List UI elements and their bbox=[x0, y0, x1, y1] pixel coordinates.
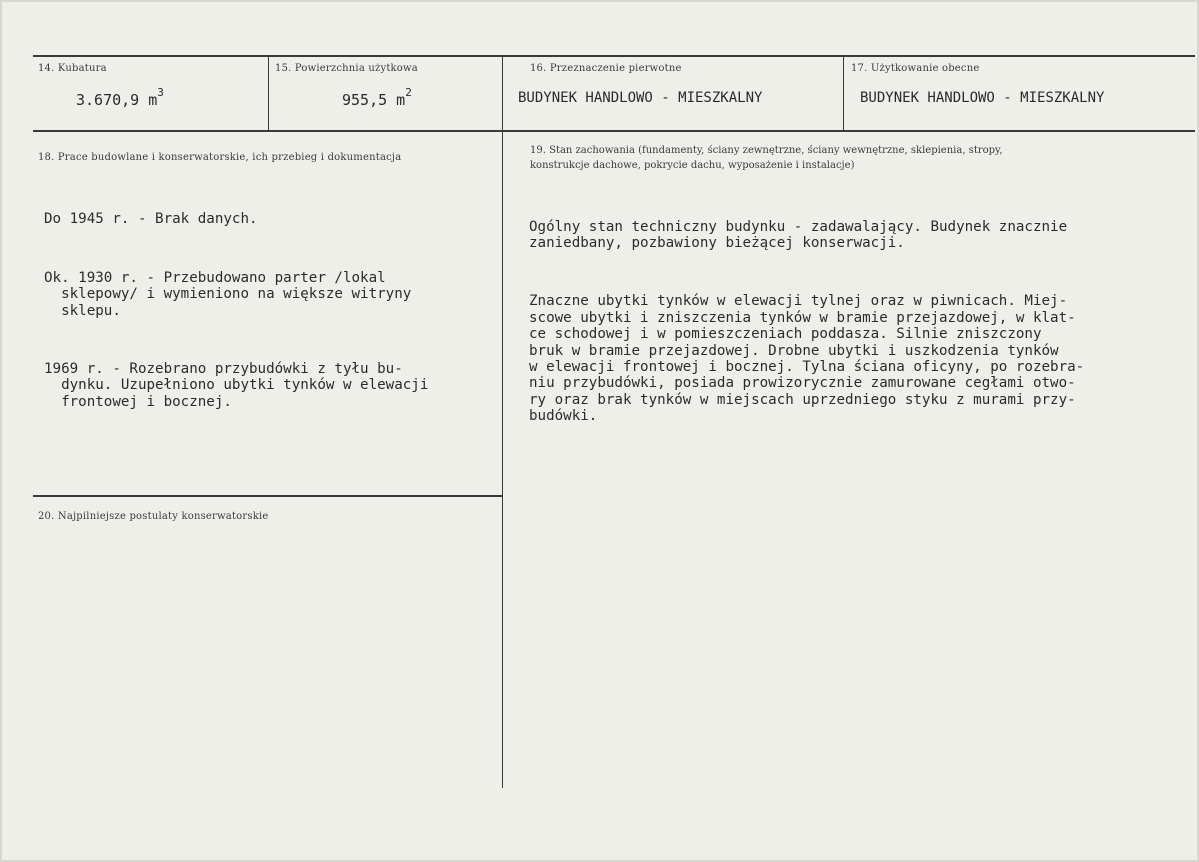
powierzchnia-number: 955,5 m bbox=[342, 91, 406, 109]
stan-text bbox=[529, 186, 1084, 458]
prace-entries bbox=[44, 178, 428, 443]
kubatura-number: 3.670,9 m bbox=[76, 91, 158, 109]
kubatura-label: 14. Kubatura bbox=[38, 63, 107, 74]
przeznaczenie-value: BUDYNEK HANDLOWO - MIESZKALNY bbox=[518, 90, 763, 106]
powierzchnia-exponent: 2 bbox=[405, 86, 412, 99]
divider-14-15 bbox=[268, 55, 269, 131]
powierzchnia-value bbox=[342, 86, 412, 109]
top-rule bbox=[33, 55, 1195, 57]
stan-paragraph-2: Znaczne ubytki tynków w elewacji tylnej oraz w piwnicach. Miej- scowe ubytki i zniszczenia tynków w bramie przejazdowej, w klat- ce schodowej i w pomieszczeniach poddasza. Silnie zniszczony bruk w bramie przejazdowej. Drobne ubytki i uszkodzenia tynków w elewacji frontowej i bocznej. Tylna ściana oficyny, po rozebra- niu przybudówki, posiada prowizorycznie zamurowane cegłami otwo- ry oraz brak tynków w miejscach uprzedniego styku z murami przy- budówki. bbox=[529, 293, 1085, 425]
powierzchnia-label: 15. Powierzchnia użytkowa bbox=[275, 63, 418, 74]
kubatura-exponent: 3 bbox=[157, 86, 164, 99]
przeznaczenie-label: 16. Przeznaczenie pierwotne bbox=[530, 63, 682, 74]
lower-left-rule bbox=[33, 495, 502, 497]
prace-label: 18. Prace budowlane i konserwatorskie, ich przebieg i dokumentacja bbox=[38, 152, 402, 163]
middle-rule bbox=[33, 130, 1195, 132]
prace-entry-3: 1969 r. - Rozebrano przybudówki z tyłu bu- dynku. Uzupełniono ubytki tynków w elewacji frontowej i bocznej. bbox=[44, 361, 429, 410]
kubatura-value bbox=[76, 86, 164, 109]
uzytkowanie-label: 17. Użytkowanie obecne bbox=[851, 63, 980, 74]
stan-paragraph-1: Ogólny stan techniczny budynku - zadawalający. Budynek znacznie zaniedbany, pozbawiony bieżącej konserwacji. bbox=[529, 218, 1068, 252]
postulaty-label: 20. Najpilniejsze postulaty konserwatorskie bbox=[38, 511, 269, 522]
stan-label bbox=[530, 143, 1003, 173]
prace-entry-2: Ok. 1930 r. - Przebudowano parter /lokal sklepowy/ i wymieniono na większe witryny sklepu. bbox=[44, 270, 412, 319]
stan-label-line-1: 19. Stan zachowania (fundamenty, ściany zewnętrzne, ściany wewnętrzne, sklepienia, stropy, bbox=[530, 145, 1003, 156]
divider-15-16 bbox=[502, 55, 503, 788]
stan-label-line-2: konstrukcje dachowe, pokrycie dachu, wyposażenie i instalacje) bbox=[530, 160, 855, 171]
divider-16-17 bbox=[843, 55, 844, 131]
uzytkowanie-value: BUDYNEK HANDLOWO - MIESZKALNY bbox=[860, 90, 1105, 106]
prace-entry-1: Do 1945 r. - Brak danych. bbox=[44, 210, 258, 227]
